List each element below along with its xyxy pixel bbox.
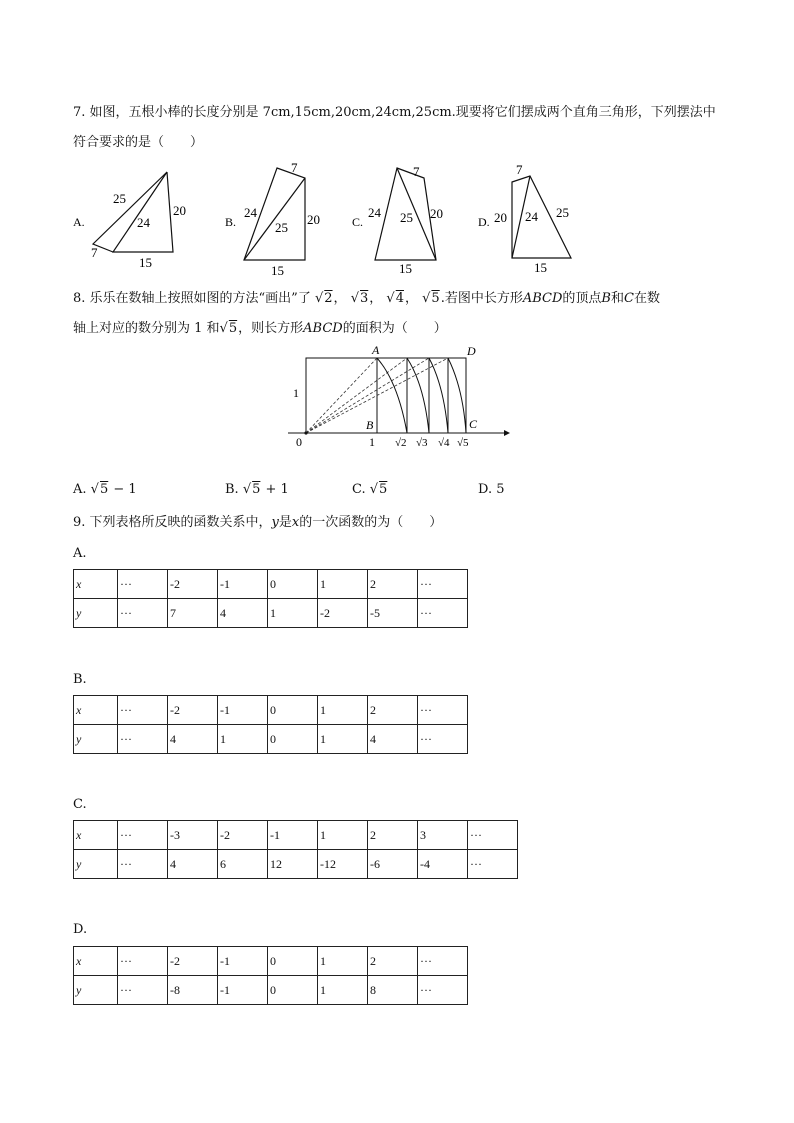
- q7-a-l5: 15: [139, 255, 152, 270]
- question-7-line-1: 7. 如图，五根小棒的长度分别是 7cm,15cm,20cm,24cm,25cm.现要将它们摆成两个直角三角形，下列摆法中: [73, 105, 716, 120]
- table-row: [74, 850, 518, 879]
- table-cell: y: [74, 725, 118, 754]
- table-cell: ···: [468, 850, 518, 879]
- q8-he: 和: [610, 291, 624, 306]
- q8-sqrt-4: √4: [386, 291, 404, 306]
- table-cell: -2: [168, 570, 218, 599]
- table-cell: x: [74, 821, 118, 850]
- q8-option-a[interactable]: A. √5 − 1: [73, 482, 137, 497]
- q8-c: C: [624, 291, 634, 306]
- question-7: [73, 104, 723, 152]
- q7-d-l2: 20: [494, 210, 507, 225]
- table-cell: ···: [118, 599, 168, 628]
- q7-figure-d: [478, 160, 588, 284]
- table-cell: -1: [218, 570, 268, 599]
- q8-b: B: [601, 291, 611, 306]
- q7-a-l2: 24: [137, 215, 150, 230]
- q8-label-axis-1: 1: [369, 435, 375, 449]
- q8-label-side-1: 1: [293, 386, 299, 400]
- q8-text-d: 在数: [633, 291, 660, 306]
- q7-d-label: D.: [478, 215, 490, 229]
- q8-label-c: C: [469, 417, 478, 431]
- table-cell: 4: [168, 850, 218, 879]
- q7-d-l4: 25: [556, 205, 569, 220]
- q8-label-d: D: [467, 344, 476, 358]
- question-7-line-2: 符合要求的是（ ）: [73, 135, 204, 150]
- table-row: [74, 599, 468, 628]
- q9-table-a: [73, 569, 468, 628]
- table-cell: -12: [318, 850, 368, 879]
- q7-c-l5: 15: [399, 261, 412, 276]
- table-cell: 3: [418, 821, 468, 850]
- table-row: [74, 821, 518, 850]
- q9-text-b: 是: [278, 515, 292, 530]
- table-cell: ···: [468, 821, 518, 850]
- table-cell: ···: [118, 976, 168, 1005]
- q8-sqrt-2: √2: [314, 291, 333, 306]
- question-8: [73, 290, 723, 338]
- q7-figure-b: [225, 158, 335, 284]
- q8-abcd-2: ABCD: [303, 321, 343, 336]
- q7-b-l5: 15: [271, 263, 284, 278]
- table-cell: 2: [368, 570, 418, 599]
- q8-label-sqrt4: √4: [438, 437, 450, 449]
- table-cell: 1: [318, 976, 368, 1005]
- table-cell: ···: [418, 725, 468, 754]
- q7-c-l3: 25: [400, 210, 413, 225]
- table-cell: 4: [168, 725, 218, 754]
- table-cell: ···: [418, 599, 468, 628]
- table-cell: ···: [418, 976, 468, 1005]
- q8-figure: [288, 342, 518, 458]
- q8-text-e: 轴上对应的数分别为 1 和: [73, 321, 220, 336]
- table-cell: -2: [218, 821, 268, 850]
- q8-text-f: ，则长方形: [238, 321, 304, 336]
- q7-c-label: C.: [352, 215, 364, 229]
- table-cell: 2: [368, 696, 418, 725]
- q7-a-l1: 25: [113, 191, 126, 206]
- q8-abcd: ABCD: [522, 291, 563, 306]
- table-cell: -1: [268, 821, 318, 850]
- table-cell: x: [74, 947, 118, 976]
- table-cell: 1: [318, 725, 368, 754]
- q8-text-c: 的顶点: [562, 291, 602, 306]
- q8-label-sqrt5: √5: [457, 437, 469, 449]
- q7-a-triangle: [113, 172, 173, 252]
- q8-sqrt-3: √3: [350, 291, 369, 306]
- q8-axis-arrow: [504, 430, 510, 436]
- q8-option-b[interactable]: B. √5 + 1: [225, 482, 289, 497]
- table-cell: -1: [218, 976, 268, 1005]
- table-cell: 7: [168, 599, 218, 628]
- question-8-line-1: 8. 乐乐在数轴上按照如图的方法“画出”了 √2， √3， √4， √5.若图中长方形ABCD的顶点B和C在数: [73, 291, 660, 306]
- q9-option-c-label[interactable]: C.: [73, 797, 87, 812]
- q8-text-a: 8. 乐乐在数轴上按照如图的方法“画出”了: [73, 291, 311, 306]
- question-9: [73, 514, 442, 532]
- table-cell: -5: [368, 599, 418, 628]
- table-cell: -8: [168, 976, 218, 1005]
- table-cell: x: [74, 570, 118, 599]
- q8-sqrt-5: √5: [422, 291, 440, 306]
- q8-option-c[interactable]: C. √5: [352, 482, 388, 497]
- table-cell: -3: [168, 821, 218, 850]
- table-cell: ···: [418, 570, 468, 599]
- table-cell: ···: [118, 947, 168, 976]
- table-cell: 1: [318, 696, 368, 725]
- q8-sqrt-5-b: √5: [219, 321, 238, 336]
- q8-label-a: A: [372, 343, 380, 357]
- q7-d-l1: 7: [516, 162, 523, 177]
- q8-label-b: B: [366, 418, 374, 432]
- q9-x: x: [291, 515, 300, 530]
- q9-option-a-label[interactable]: A.: [73, 546, 87, 561]
- q9-text-a: 9. 下列表格所反映的函数关系中，: [73, 515, 272, 530]
- table-cell: y: [74, 850, 118, 879]
- table-cell: 6: [218, 850, 268, 879]
- table-cell: 0: [268, 570, 318, 599]
- table-cell: 1: [318, 947, 368, 976]
- table-cell: -4: [418, 850, 468, 879]
- q8-arcs: [377, 358, 466, 433]
- table-row: [74, 976, 468, 1005]
- question-8-line-2: [73, 320, 723, 338]
- table-cell: 0: [268, 976, 318, 1005]
- table-cell: x: [74, 696, 118, 725]
- q7-figure-c: [352, 160, 462, 284]
- table-cell: ···: [118, 725, 168, 754]
- q7-b-l4: 20: [307, 212, 320, 227]
- table-row: [74, 570, 468, 599]
- table-cell: -1: [218, 947, 268, 976]
- table-cell: -2: [168, 696, 218, 725]
- table-cell: ···: [118, 696, 168, 725]
- q7-a-l4: 7: [91, 245, 98, 260]
- table-cell: ···: [118, 570, 168, 599]
- q9-table-d: [73, 946, 468, 1005]
- table-cell: 4: [218, 599, 268, 628]
- table-cell: 0: [268, 725, 318, 754]
- table-cell: 12: [268, 850, 318, 879]
- table-cell: 1: [268, 599, 318, 628]
- q7-c-l2: 24: [368, 205, 381, 220]
- q8-text-b: .若图中长方形: [440, 291, 523, 306]
- q7-figure-a: [73, 160, 213, 274]
- table-cell: 1: [218, 725, 268, 754]
- q9-table-b: [73, 695, 468, 754]
- q7-c-l4: 20: [430, 206, 443, 221]
- table-cell: 0: [268, 947, 318, 976]
- table-cell: -2: [318, 599, 368, 628]
- q7-a-l3: 20: [173, 203, 186, 218]
- q7-b-l1: 7: [291, 160, 298, 175]
- table-cell: 2: [368, 821, 418, 850]
- q9-table-c: [73, 820, 518, 879]
- q7-c-l1: 7: [413, 164, 420, 179]
- q9-option-b-label[interactable]: B.: [73, 672, 87, 687]
- q8-text-g: 的面积为（ ）: [342, 321, 447, 336]
- table-cell: ···: [118, 850, 168, 879]
- q9-text-c: 的一次函数的为（ ）: [299, 515, 443, 530]
- q7-a-label: A.: [73, 215, 85, 229]
- q9-y: y: [271, 515, 279, 530]
- table-cell: -2: [168, 947, 218, 976]
- table-cell: ···: [118, 821, 168, 850]
- q7-b-l2: 24: [244, 205, 257, 220]
- table-cell: 8: [368, 976, 418, 1005]
- table-row: [74, 725, 468, 754]
- table-cell: -1: [218, 696, 268, 725]
- q8-label-zero: 0: [296, 435, 302, 449]
- q8-option-d[interactable]: D. 5: [478, 482, 505, 497]
- q7-b-l3: 25: [275, 220, 288, 235]
- q8-origin-dot: [304, 431, 307, 434]
- table-cell: y: [74, 599, 118, 628]
- table-cell: y: [74, 976, 118, 1005]
- q8-label-sqrt3: √3: [416, 437, 428, 449]
- q7-a-triangle-2: [93, 172, 167, 252]
- table-cell: ···: [418, 696, 468, 725]
- q9-option-d-label[interactable]: D.: [73, 922, 88, 937]
- q7-d-l5: 15: [534, 260, 547, 275]
- q7-b-label: B.: [225, 215, 237, 229]
- table-cell: 2: [368, 947, 418, 976]
- table-cell: ···: [418, 947, 468, 976]
- table-row: [74, 696, 468, 725]
- q7-d-l3: 24: [525, 209, 538, 224]
- table-cell: -6: [368, 850, 418, 879]
- table-cell: 1: [318, 570, 368, 599]
- q8-label-sqrt2: √2: [395, 437, 407, 449]
- table-cell: 4: [368, 725, 418, 754]
- table-cell: 0: [268, 696, 318, 725]
- table-row: [74, 947, 468, 976]
- table-cell: 1: [318, 821, 368, 850]
